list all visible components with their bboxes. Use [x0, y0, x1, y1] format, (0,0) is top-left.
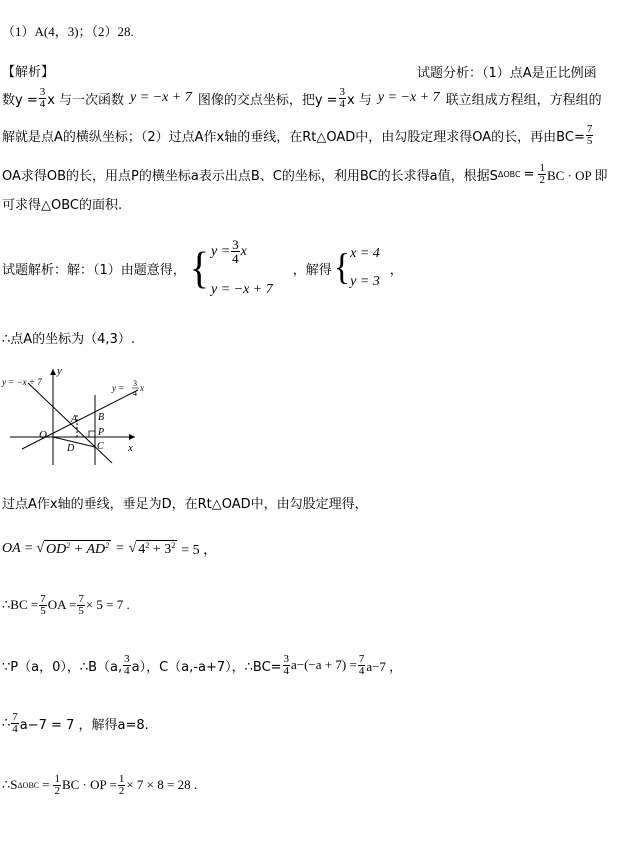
coordinate-figure	[0, 365, 165, 470]
right-angle-mark	[89, 431, 95, 437]
fraction: $\frac{3}{4}$	[283, 652, 290, 677]
point-label-d: D	[67, 443, 75, 454]
label-line-2: y =	[112, 383, 125, 393]
equation-system-1: y = $\frac{3}{4}$ x y = −x + 7	[210, 237, 273, 297]
point-label-a: A	[71, 414, 78, 425]
label-line-2-num: 3	[133, 379, 137, 388]
fraction: $\frac{7}{5}$	[586, 122, 593, 147]
analysis-intro: 试题分析：（1）点A是正比例函	[417, 66, 597, 81]
point-label-o: O	[39, 429, 47, 441]
solution-system: 试题解析：解：（1）由题意得， { y = $\frac{3}{4}$ x y = −x + 7 ，解得 { x = 4 y = 3 ，	[2, 237, 403, 297]
fraction: $\frac{1}{2}$	[539, 161, 545, 186]
analysis-line-2: 数y = $\frac{3}{4}$ x 与一次函数 y = −x + 7 图像的交点坐标，把y = $\frac{3}{4}$ x 与 y = −x + 7 联立组成方程组，方程组的	[2, 85, 602, 110]
label-line-1: y = −x + 7	[2, 377, 42, 387]
point-label-b: B	[98, 412, 105, 423]
bc-equation: ∴BC = $\frac{7}{5}$ OA = $\frac{7}{5}$ × 5 = 7 .	[2, 592, 130, 617]
label-line-2-x: x	[140, 383, 144, 393]
fraction: $\frac{3}{4}$	[232, 237, 239, 266]
label-line-2-den: 4	[133, 389, 137, 398]
analysis-line-4: OA求得OB的长，用点P的横坐标a表示出点B、C的坐标，利用BC的长求得a值，根据S ΔOBC = $\frac{1}{2}$ BC · OP 即	[2, 161, 608, 186]
fraction: $\frac{7}{4}$	[358, 652, 365, 677]
point-label-c: C	[97, 441, 104, 452]
fraction: $\frac{3}{4}$	[124, 652, 130, 677]
fraction: $\frac{3}{4}$	[39, 85, 46, 110]
left-brace: {	[333, 247, 351, 288]
fraction: $\frac{3}{4}$	[339, 85, 346, 110]
axis-label-y: y	[57, 365, 62, 377]
axis-label-x: x	[128, 442, 133, 454]
fraction: $\frac{7}{5}$	[78, 592, 84, 617]
coord-line: ∴点A的坐标为（4,3）.	[2, 332, 135, 347]
x-axis-arrow	[129, 434, 135, 440]
analysis-line-5: 可求得△OBC的面积.	[2, 198, 123, 213]
fraction: $\frac{1}{2}$	[54, 772, 60, 797]
analysis-line-3: 解就是点A的横纵坐标；（2）过点A作x轴的垂线，在Rt△OAD中，由勾股定理求得OA的长，再由BC= $\frac{7}{5}$	[2, 122, 593, 147]
fraction: $\frac{7}{4}$	[12, 710, 18, 735]
section-tag: 【解析】	[2, 65, 55, 80]
p-equation: ∵P（a，0），∴B（a, $\frac{3}{4}$ a），C（a,-a+7），∴BC= $\frac{3}{4}$ a−(−a + 7) = $\frac{7}{4}$ a−7 ，	[2, 652, 403, 677]
equation-system-2: x = 4 y = 3	[350, 246, 380, 289]
fraction: $\frac{7}{5}$	[40, 592, 46, 617]
left-brace: {	[189, 242, 209, 293]
y-axis-arrow	[50, 369, 56, 375]
fraction: $\frac{1}{2}$	[118, 772, 125, 797]
answer-line: （1）A(4，3)；（2）28.	[2, 24, 134, 39]
oa-equation: OA = √ $OD^2 + AD^2$ = √ $4^2 + 3^2$ = 5 ，	[2, 541, 218, 558]
area-equation: ∴S ΔOBC = $\frac{1}{2}$ BC · OP = $\frac{1}{2}$ × 7 × 8 = 28 .	[2, 772, 198, 797]
a-equation: ∴ $\frac{7}{4}$ a−7 = 7 ，解得a=8.	[2, 710, 149, 735]
point-label-p: P	[98, 427, 105, 438]
perp-line: 过点A作x轴的垂线，垂足为D，在Rt△OAD中，由勾股定理得，	[2, 497, 368, 512]
